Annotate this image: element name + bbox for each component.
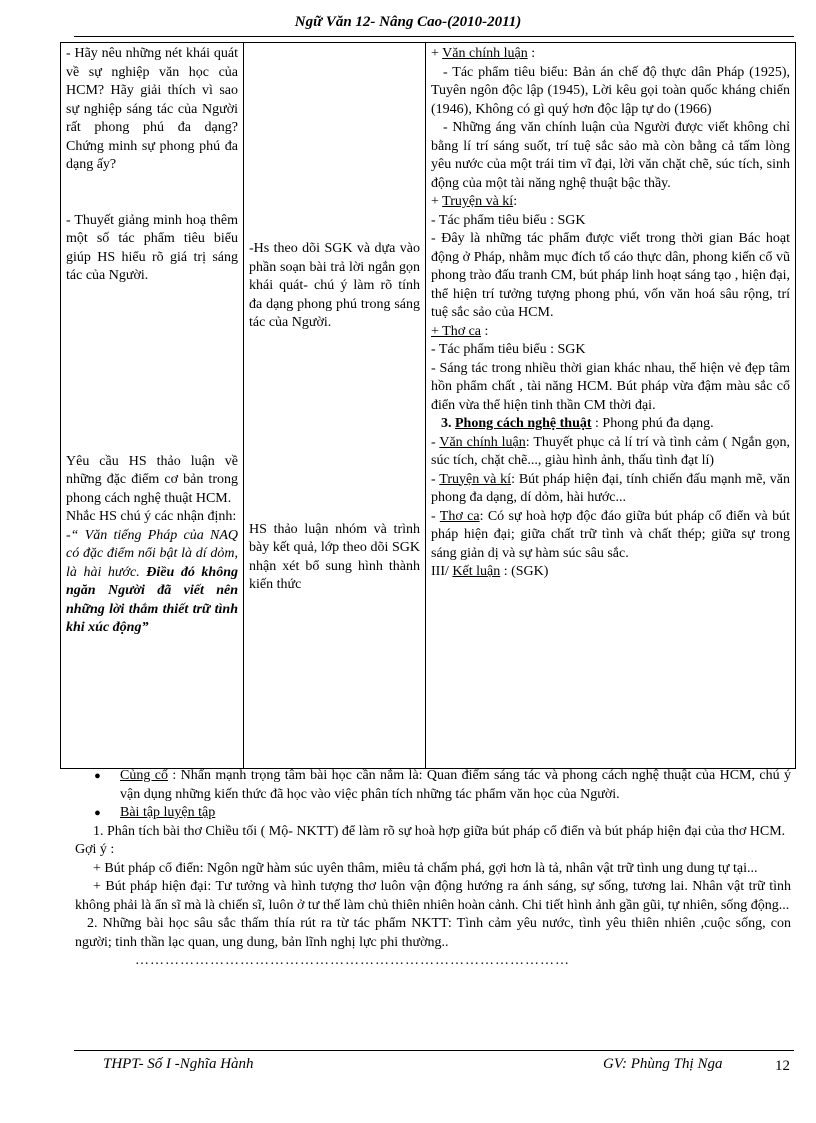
section-chinh-luan-heading: [431, 45, 790, 64]
quote-prefix: -“: [66, 527, 85, 543]
chinh-luan-desc: - Những áng văn chính luận của Người được viết không chỉ bằng lí trí sáng suốt, trí tuệ sắc sảo mà còn bằng cả tấm lòng yêu nước của một trái tim vĩ đại, lời văn chặt chẽ, súc tích, sinh động của một tài năng nghệ thuật bậc thầy.: [431, 120, 790, 191]
bullet-icon: ●: [94, 807, 101, 819]
dash: -: [431, 434, 440, 450]
item-text: : Có sự hoà hợp độc đáo giữa bút pháp cổ điển và bút pháp hiện đại; giữa chất trữ tình và chất thép; giữa sự trong sáng giản dị và sự hàm súc sâu sắc.: [431, 508, 790, 561]
teacher-activity-cell: [61, 43, 244, 769]
style-heading: [431, 415, 790, 434]
hint-2: + Bút pháp hiện đại: Tư tưởng và hình tượng thơ luôn vận động hướng ra ánh sáng, sự sống, tương lai. Nhân vật trữ tình không phải là ẩn sĩ mà là chiến sĩ, luôn ở tư thế làm chủ thiên nhiên hoàn cảnh. Chi tiết hình ảnh gần gũi, tự nhiên, sống động...: [75, 879, 791, 913]
section-title: Truyện và kí: [442, 194, 514, 209]
section-truyen-ki-heading: [431, 193, 790, 212]
chinh-luan-works: - Tác phẩm tiêu biểu: Bản án chế độ thực dân Pháp (1925), Tuyên ngôn độc lập (1945), Lời kêu gọi toàn quốc kháng chiến (1946), Không có gì quý hơn độc lập tự do (1966): [431, 64, 790, 117]
bullet-icon: ●: [94, 770, 101, 782]
section-subtitle: : (SGK): [500, 564, 549, 579]
exercise-2: 2. Những bài học sâu sắc thấm thía rút ra từ tác phẩm NKTT: Tình cảm yêu nước, tình yêu thiên nhiên ,cuộc sống, con người; tinh thần lạc quan, ung dung, bản lĩnh nghị lực phi thường..: [75, 916, 791, 950]
lesson-table: [60, 42, 796, 769]
section-title: Văn chính luận: [442, 46, 528, 61]
item-text: : Thuyết phục cả lí trí và tình cảm ( Ngắn gọn, súc tích, chặt chẽ..., giàu hình ảnh, thấu tình đạt lí): [431, 434, 791, 468]
tho-ca-works: - Tác phẩm tiêu biểu : SGK: [431, 342, 586, 357]
page-number: 12: [775, 1058, 790, 1074]
student-activity-cell: [244, 43, 426, 769]
style-chinh-luan: [431, 434, 790, 471]
colon: :: [513, 194, 518, 209]
exercise-1: 1. Phân tích bài thơ Chiều tối ( Mộ- NKTT) để làm rõ sự hoà hợp giữa bút pháp cổ điển và bút pháp hiện đại của thơ HCM.: [93, 823, 786, 839]
dotted-line: ……………………………………………………………………………: [135, 953, 570, 968]
spacer: [249, 45, 420, 240]
colon: :: [481, 323, 489, 339]
section-title: + Thơ ca: [431, 323, 482, 339]
teacher-quote: [66, 527, 238, 638]
colon: :: [527, 46, 536, 61]
conclusion: [431, 563, 790, 582]
teacher-question-1: - Hãy nêu những nét khái quát về sự nghiệp văn học của HCM? Hãy giải thích vì sao sự nghiệp sáng tác của Người rất phong phú đa dạng? Chứng minh sự phong phú đa dạng ấy?: [66, 46, 238, 172]
style-truyen-ki: [431, 471, 790, 508]
section-subtitle: : Phong phú đa dạng.: [591, 416, 714, 431]
spacer: [66, 175, 238, 212]
footer-divider: [74, 1050, 794, 1051]
truyen-ki-desc: - Đây là những tác phẩm được viết trong thời gian Bác hoạt động ở Pháp, nhằm mục đích tố cáo thực dân, phong kiến cổ vũ phong trào đấu tranh CM, bút pháp linh hoạt sáng tạo , hiện đại, thể hiện trí tưởng tượng phong phú, vốn văn hoá sâu rộng, trí tuệ sắc sảo của HCM.: [431, 231, 790, 320]
lesson-notes: [75, 767, 791, 971]
teacher-question-2: - Thuyết giảng minh hoạ thêm một số tác phẩm tiêu biểu giúp HS hiểu rõ giá trị sáng tác của Người.: [66, 212, 238, 283]
student-answer-2: HS thảo luận nhóm và trình bày kết quả, lớp theo dõi SGK nhận xét bổ sung hình thành kiến thức: [249, 521, 420, 592]
item-title: Văn chính luận: [439, 434, 526, 450]
item-title: Thơ ca: [439, 508, 480, 524]
truyen-ki-works: - Tác phẩm tiêu biểu : SGK: [431, 212, 586, 228]
section-title: Phong cách nghệ thuật: [455, 416, 592, 431]
dash: -: [431, 471, 440, 487]
item-text: : Bút pháp hiện đại, tính chiến đấu mạnh mẽ, văn phong đa dạng, dí dỏm, hài hước...: [431, 471, 790, 505]
table-row: [61, 43, 796, 769]
list-item: [75, 767, 791, 804]
plus-marker: +: [431, 46, 443, 61]
quote-bold-italic: Điều đó không ngăn Người đã viết nên những lời thắm thiết trữ tình khi xúc động”: [66, 564, 238, 635]
section-tho-ca-heading: [431, 323, 790, 342]
tho-ca-desc: - Sáng tác trong nhiều thời gian khác nhau, thể hiện vẻ đẹp tâm hồn phẩm chất , tài năng HCM. Bút pháp vừa đậm màu sắc cổ điển vừa thể hiện tinh thần CM thời đại.: [431, 360, 790, 413]
cungco-title: Củng cố: [120, 768, 168, 783]
style-tho-ca: [431, 508, 790, 564]
hint-heading: Gợi ý :: [75, 842, 115, 857]
content-cell: [426, 43, 796, 769]
teacher-note-heading: Nhắc HS chú ý các nhận định:: [66, 509, 237, 524]
header-divider: [74, 36, 794, 37]
list-item: [75, 804, 791, 823]
item-title: Truyện và kí: [439, 471, 512, 487]
section-title: Kết luận: [452, 564, 501, 579]
page-header-title: Ngữ Văn 12- Nâng Cao-(2010-2011): [294, 14, 522, 30]
quote-italic: Văn tiếng Pháp của NAQ có đặc điểm nổi bật là dí dỏm, là hài hước.: [66, 527, 239, 580]
plus-marker: +: [431, 194, 443, 209]
footer-teacher: GV: Phùng Thị Nga: [603, 1056, 723, 1072]
section-number: 3.: [441, 416, 455, 431]
teacher-question-3: Yêu cầu HS thảo luận về những đặc điểm cơ bản trong phong cách nghệ thuật HCM.: [66, 453, 238, 506]
section-number: III/: [431, 564, 453, 579]
spacer: [249, 333, 420, 521]
baitap-title: Bài tập luyện tập: [120, 805, 216, 820]
footer-school: THPT- Số I -Nghĩa Hành: [103, 1056, 254, 1072]
dash: -: [431, 508, 440, 524]
cungco-text: : Nhấn mạnh trọng tâm bài học cần nắm là: Quan điểm sáng tác và phong cách nghệ thuật của HCM, chú ý vận dụng những kiến thức đã học vào việc phân tích những tác phẩm văn học của Người.: [120, 768, 791, 802]
spacer: [66, 286, 238, 453]
student-answer-1: -Hs theo dõi SGK và dựa vào phần soạn bài trả lời ngắn gọn khái quát- chú ý làm rõ tính đa dạng phong phú trong sáng tác của Người.: [249, 241, 420, 330]
hint-1: + Bút pháp cổ điển: Ngôn ngữ hàm súc uyên thâm, miêu tả chấm phá, gợi hơn là tả, nhân vật trữ tình ung dung tự tại...: [93, 860, 758, 876]
